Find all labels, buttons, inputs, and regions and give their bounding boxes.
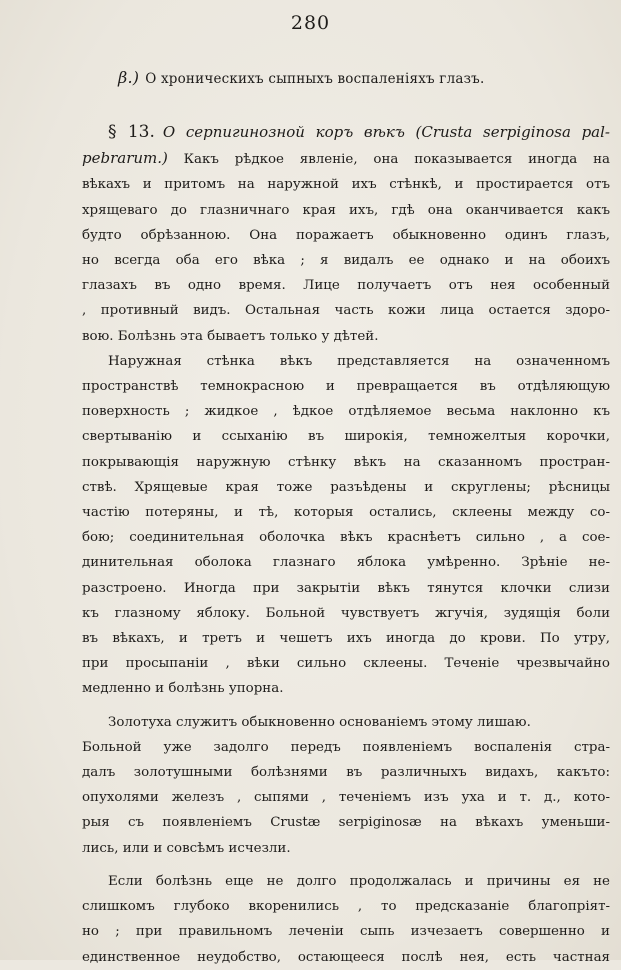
text-line: будто обрѣзанною. Она поражаетъ обыкновенно одинъ глазъ, <box>82 227 610 243</box>
text-line: , противный видъ. Остальная часть кожи лица остается здоро- <box>82 303 610 319</box>
text-line: бою; соединительная оболочка вѣкъ краснѣетъ сильно , а сое- <box>82 530 610 546</box>
text-body <box>82 120 610 970</box>
text-line: хрящеваго до глазничнаго края ихъ, гдѣ она оканчивается какъ <box>82 202 610 218</box>
text-line: Наружная стѣнка вѣкъ представляется на означенномъ <box>108 353 610 369</box>
text-line: покрывающія наружную стѣнку вѣкъ на сказанномъ простран- <box>82 454 610 470</box>
text-line: Больной уже задолго передъ появленіемъ воспаленія стра- <box>82 739 610 755</box>
text-line: ствѣ. Хрящевые края тоже разъѣдены и скруглены; рѣсницы <box>82 479 610 495</box>
paragraph-2 <box>82 349 610 702</box>
section-heading <box>118 68 588 87</box>
text-line: лись, или и совсѣмъ исчезли. <box>82 840 291 856</box>
text-line: но ; при правильномъ леченіи сыпь изчезаетъ совершенно и <box>82 924 610 940</box>
section-title: О хроническихъ сыпныхъ воспаленіяхъ глазъ. <box>145 71 485 87</box>
paragraph-3 <box>82 710 610 861</box>
article-title: О серпигинозной коръ вѣкъ ( <box>162 123 422 141</box>
text-line: опухолями железъ , сыпями , теченіемъ изъ уха и т. д., кото- <box>82 790 610 806</box>
section-marker: β.) <box>118 68 140 87</box>
text-line: единственное неудобство, остающееся послѣ нея, есть частная <box>82 949 610 965</box>
text-line: глазахъ въ одно время. Лице получаетъ отъ нея особенный <box>82 278 610 294</box>
page-number: 280 <box>290 12 331 34</box>
text-line: при просыпаніи , вѣки сильно склеены. Теченіе чрезвычайно <box>82 656 610 672</box>
text-line <box>82 146 610 172</box>
text-line <box>82 120 610 146</box>
paragraph-1 <box>82 120 610 349</box>
text-line: пространствѣ темнокрасною и превращается въ отдѣляющую <box>82 379 610 395</box>
text-line: динительная оболока глазнаго яблока умѣренно. Зрѣніе не- <box>82 555 610 571</box>
text-line: но всегда оба его вѣка ; я видалъ ее однако и на обоихъ <box>82 253 610 269</box>
text-line: медленно и болѣзнь упорна. <box>82 681 284 697</box>
text-line: Золотуха служитъ обыкновенно основаніемъ этому лишаю. <box>108 714 531 730</box>
section-number: § 13. <box>108 122 155 142</box>
text-line: свертыванію и ссыханію въ широкія, темножелтыя корочки, <box>82 429 610 445</box>
paragraph-4 <box>82 869 610 970</box>
latin-term: Crusta serpiginosa pal- <box>421 123 610 141</box>
text-line: въ вѣкахъ, и третъ и чешетъ ихъ иногда до крови. По утру, <box>82 631 610 647</box>
text-line: частію потеряны, и тѣ, которыя остались, склеены между со- <box>82 505 610 521</box>
text-line: поверхность ; жидкое , ѣдкое отдѣляемое весьма наклонно къ <box>82 404 610 420</box>
text-line: вою. Болѣзнь эта бываетъ только у дѣтей. <box>82 328 379 344</box>
text-line: Если болѣзнь еще не долго продолжалась и причины ея не <box>108 873 610 889</box>
text-line: разстроено. Иногда при закрытіи вѣкъ тянутся клочки слизи <box>82 580 610 596</box>
latin-term: pebrarum.) <box>82 149 168 168</box>
text-line: слишкомъ глубоко вкоренились , то предсказаніе благопріят- <box>82 899 610 915</box>
text-line: далъ золотушными болѣзнями въ различныхъ видахъ, какъто: <box>82 765 610 781</box>
text-line: рыя съ появленіемъ Crustæ serpiginosæ на вѣкахъ уменьши- <box>82 815 610 831</box>
text-span: Какъ рѣдкое явленіе, она показывается иногда на <box>167 152 610 168</box>
text-line: къ глазному яблоку. Больной чувствуетъ жгучія, зудящія боли <box>82 605 610 621</box>
text-line: вѣкахъ и притомъ на наружной ихъ стѣнкѣ, и простирается отъ <box>82 177 610 193</box>
